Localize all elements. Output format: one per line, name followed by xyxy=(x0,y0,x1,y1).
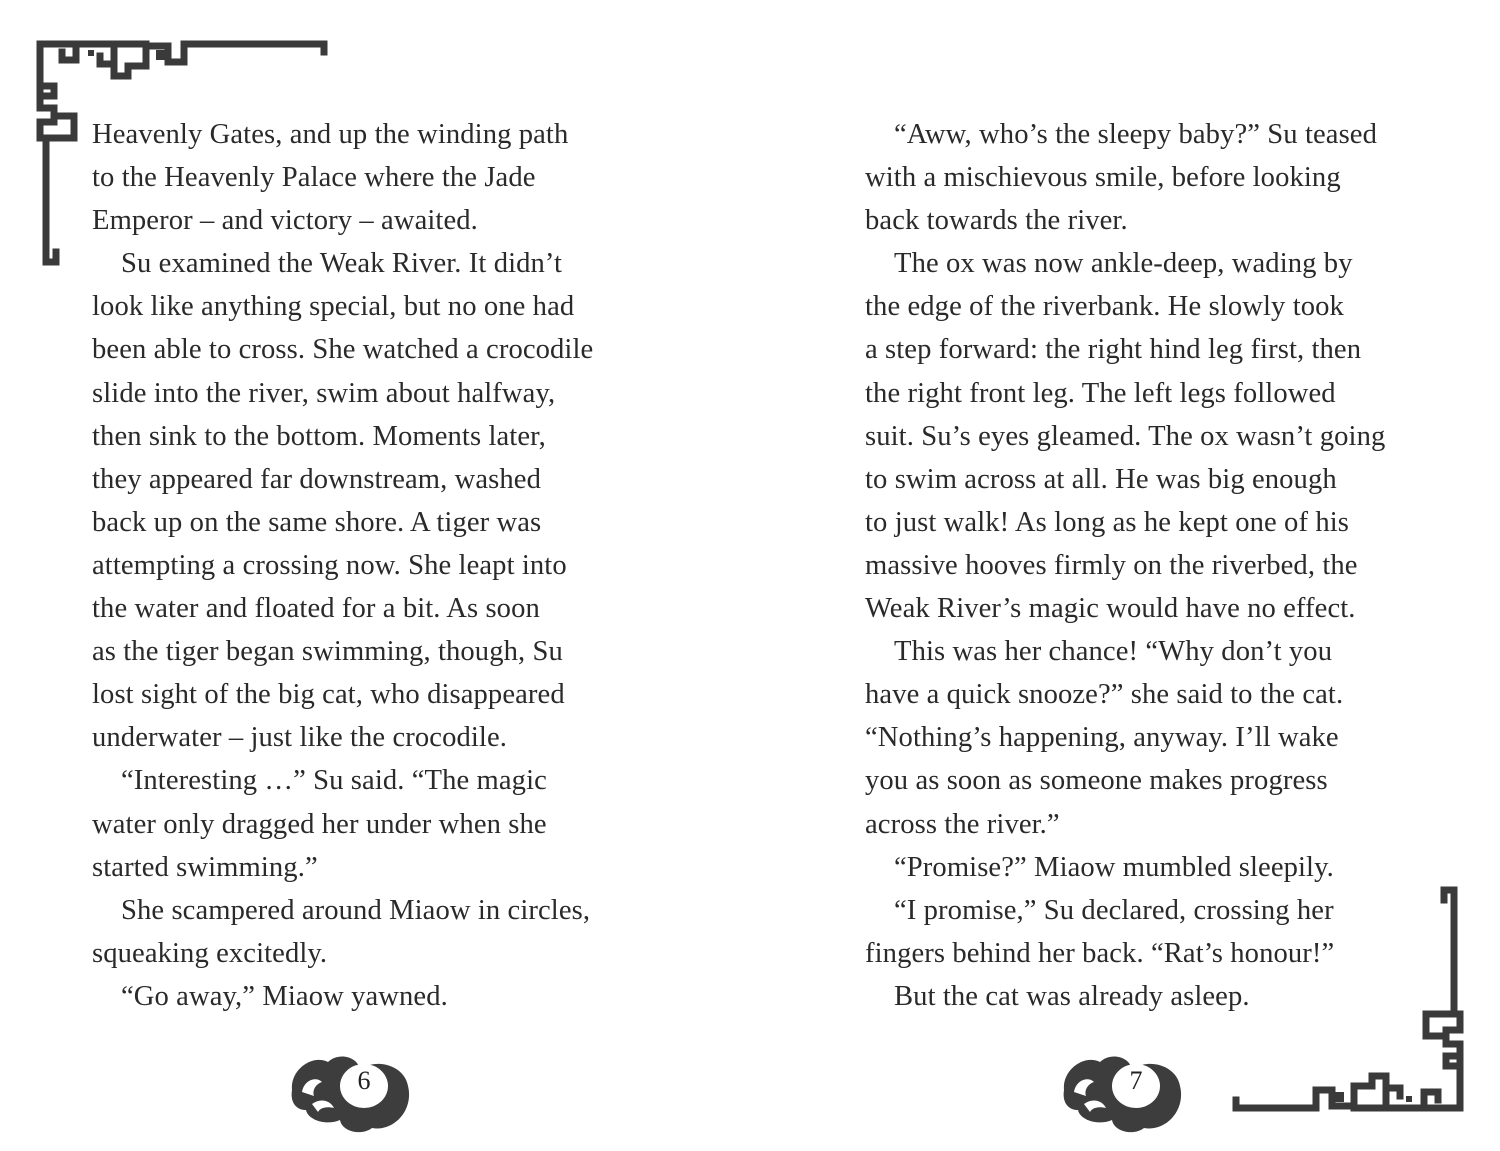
text-line: the right front leg. The left legs followed xyxy=(865,377,1336,409)
text-line: lost sight of the big cat, who disappeared xyxy=(92,679,565,711)
text-line: fingers behind her back. “Rat’s honour!” xyxy=(865,937,1335,969)
text-line: to the Heavenly Palace where the Jade xyxy=(92,162,536,194)
text-line: “Aww, who’s the sleepy baby?” Su teased xyxy=(894,119,1377,150)
text-line: “Interesting …” Su said. “The magic xyxy=(121,765,547,797)
text-line: “Nothing’s happening, anyway. I’ll wake xyxy=(865,722,1339,754)
text-line: as the tiger began swimming, though, Su xyxy=(92,636,563,668)
page-number-folio xyxy=(1054,1040,1194,1120)
text-line: then sink to the bottom. Moments later, xyxy=(92,420,546,452)
text-line: Weak River’s magic would have no effect. xyxy=(865,593,1356,625)
text-line: been able to cross. She watched a crocodile xyxy=(92,334,594,366)
text-line: Su examined the Weak River. It didn’t xyxy=(121,248,563,280)
page-number-folio xyxy=(282,1040,422,1120)
text-line: back up on the same shore. A tiger was xyxy=(92,506,542,538)
text-line: to swim across at all. He was big enough xyxy=(865,463,1337,495)
text-line: have a quick snooze?” she said to the cat. xyxy=(865,679,1344,711)
text-line: a step forward: the right hind leg first, then xyxy=(865,334,1362,366)
text-line: back towards the river. xyxy=(865,205,1128,237)
text-line: This was her chance! “Why don’t you xyxy=(894,636,1333,668)
text-line: But the cat was already asleep. xyxy=(894,980,1250,1012)
text-line: massive hooves firmly on the riverbed, the xyxy=(865,549,1358,581)
text-line: attempting a crossing now. She leapt into xyxy=(92,549,567,581)
left-page-text xyxy=(92,113,652,1018)
text-line: to just walk! As long as he kept one of his xyxy=(865,506,1349,538)
text-line: water only dragged her under when she xyxy=(92,808,547,840)
text-line: the edge of the riverbank. He slowly took xyxy=(865,291,1344,323)
text-line: slide into the river, swim about halfway, xyxy=(92,377,556,409)
text-line: She scampered around Miaow in circles, xyxy=(121,894,591,926)
text-line: “I promise,” Su declared, crossing her xyxy=(894,894,1334,926)
right-page xyxy=(750,0,1500,1151)
text-line: the water and floated for a bit. As soon xyxy=(92,593,540,625)
text-line: you as soon as someone makes progress xyxy=(865,765,1328,797)
fretwork-corner-icon xyxy=(1222,872,1472,1122)
text-line: look like anything special, but no one had xyxy=(92,291,575,323)
text-line: squeaking excitedly. xyxy=(92,937,328,969)
text-line: they appeared far downstream, washed xyxy=(92,463,541,495)
text-line: Emperor – and victory – awaited. xyxy=(92,205,478,237)
text-line: underwater – just like the crocodile. xyxy=(92,722,507,754)
text-line: “Promise?” Miaow mumbled sleepily. xyxy=(894,851,1334,883)
page-number: 7 xyxy=(1129,1066,1143,1095)
text-line: suit. Su’s eyes gleamed. The ox wasn’t going xyxy=(865,420,1386,452)
text-line: started swimming.” xyxy=(92,851,318,883)
text-line: Heavenly Gates, and up the winding path xyxy=(92,119,569,150)
text-line: with a mischievous smile, before looking xyxy=(865,162,1341,194)
text-line: The ox was now ankle-deep, wading by xyxy=(894,248,1353,280)
page-number: 6 xyxy=(357,1066,371,1095)
text-line: across the river.” xyxy=(865,808,1060,840)
text-line: “Go away,” Miaow yawned. xyxy=(121,980,448,1012)
